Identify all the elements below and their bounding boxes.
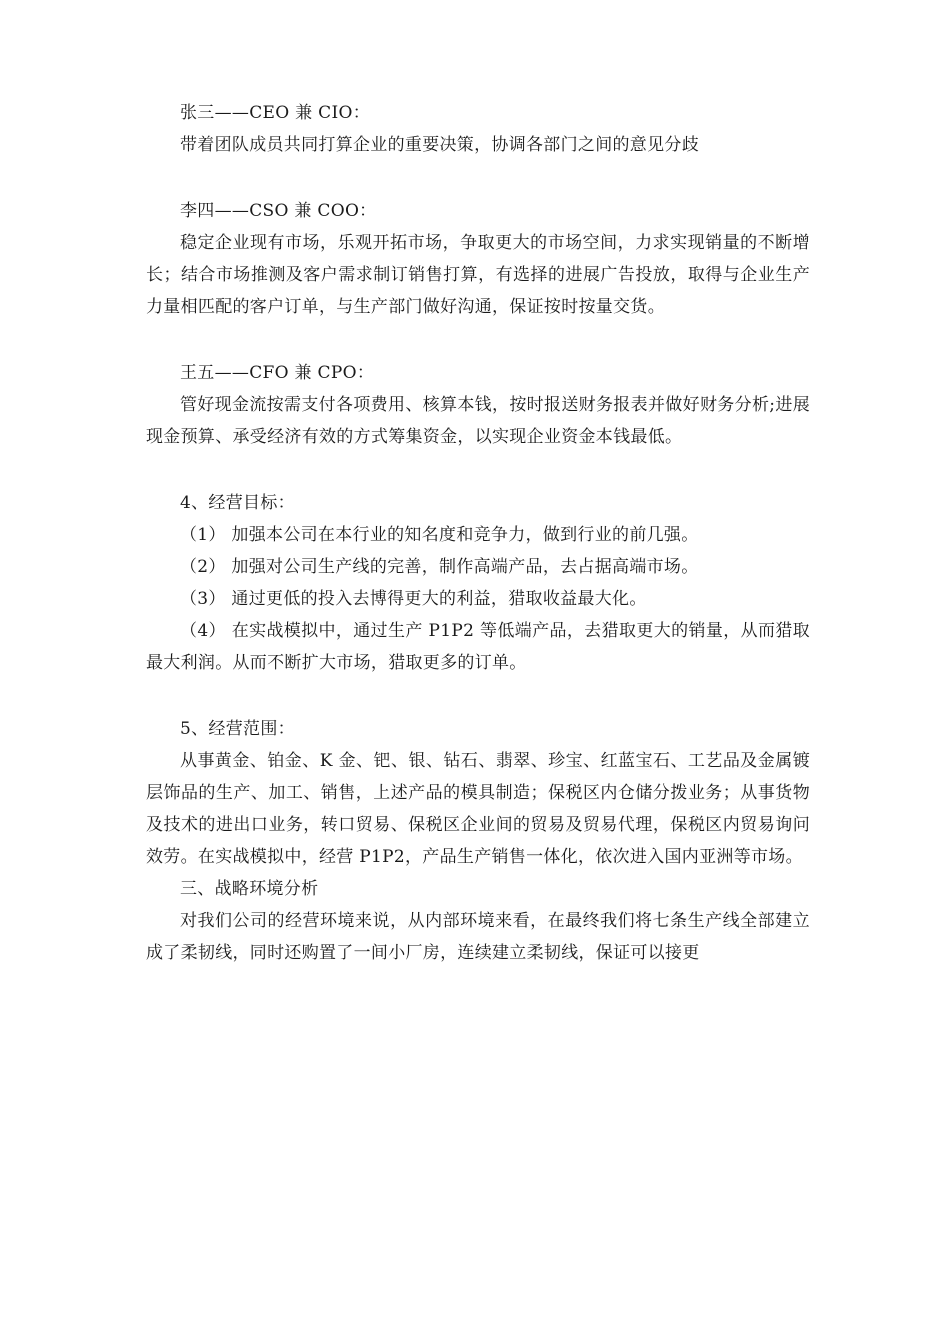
goals-heading: 4、经营目标： [180, 493, 295, 513]
strategy-heading: 三、战略环境分析 [180, 879, 319, 899]
scope-heading: 5、经营范围： [180, 719, 295, 739]
spacer [146, 161, 810, 195]
role-description-cfo: 管好现金流按需支付各项费用、核算本钱，按时报送财务报表并做好财务分析;进展现金预算、承受经济有效的方式筹集资金，以实现企业资金本钱最低。 [146, 395, 810, 447]
role-description-ceo: 带着团队成员共同打算企业的重要决策，协调各部门之间的意见分歧 [180, 135, 699, 155]
goal-item-1: （1） 加强本公司在本行业的知名度和竞争力，做到行业的前几强。 [180, 525, 699, 545]
strategy-text: 对我们公司的经营环境来说，从内部环境来看，在最终我们将七条生产线全部建立成了柔韧线，同时还购置了一间小厂房，连续建立柔韧线，保证可以接更 [146, 911, 810, 963]
goal-item-3: （3） 通过更低的投入去博得更大的利益，猎取收益最大化。 [180, 589, 647, 609]
role-heading-cso: 李四——CSO 兼 COO： [180, 201, 377, 221]
spacer [146, 453, 810, 487]
scope-text: 从事黄金、铂金、K 金、钯、银、钻石、翡翠、珍宝、红蓝宝石、工艺品及金属镀层饰品的生产、加工、销售，上述产品的模具制造；保税区内仓储分拨业务；从事货物及技术的进出口业务，转口贸易、保税区企业间的贸易及贸易代理，保税区内贸易询问效劳。在实战模拟中，经营 P1P2，产品生产销售一体化，依次进入国内亚洲等市场。 [146, 751, 810, 867]
document-body [146, 97, 810, 969]
role-heading-ceo: 张三——CEO 兼 CIO： [180, 103, 371, 123]
goal-item-4: （4） 在实战模拟中，通过生产 P1P2 等低端产品，去猎取更大的销量，从而猎取最大利润。从而不断扩大市场，猎取更多的订单。 [146, 621, 810, 673]
role-description-cso: 稳定企业现有市场，乐观开拓市场，争取更大的市场空间，力求实现销量的不断增长；结合市场推测及客户需求制订销售打算，有选择的进展广告投放，取得与企业生产力量相匹配的客户订单，与生产部门做好沟通，保证按时按量交货。 [146, 233, 810, 317]
spacer [146, 679, 810, 713]
goal-item-2: （2） 加强对公司生产线的完善，制作高端产品，去占据高端市场。 [180, 557, 699, 577]
role-heading-cfo: 王五——CFO 兼 CPO： [180, 363, 375, 383]
spacer [146, 323, 810, 357]
